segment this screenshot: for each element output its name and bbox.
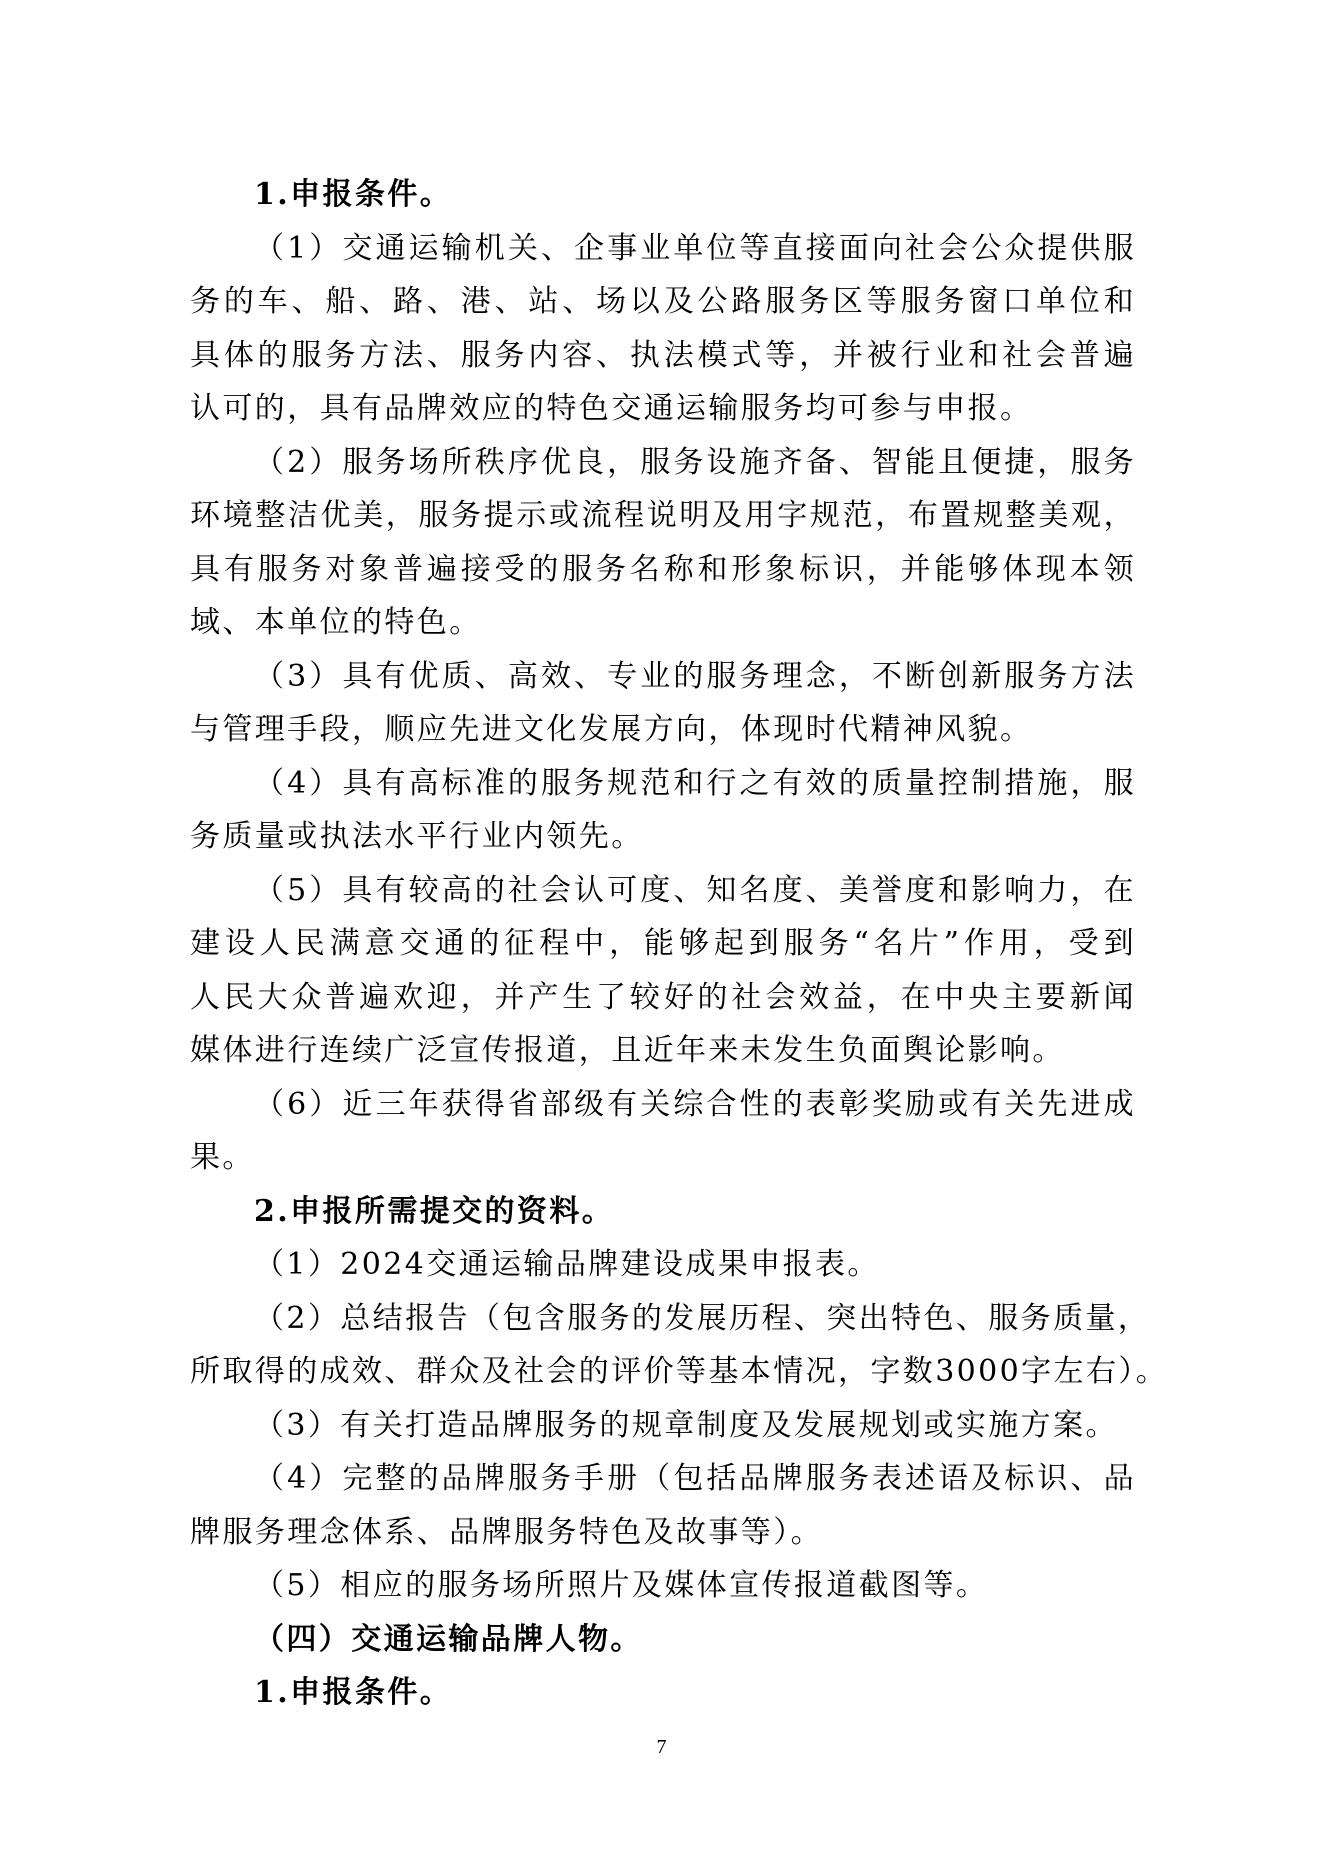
paragraph-line: （3）有关打造品牌服务的规章制度及发展规划或实施方案。 [254,1407,1118,1443]
paragraph-line: （6）近三年获得省部级有关综合性的表彰奖励或有关先进成 [254,1086,1136,1122]
paragraph-line: 所取得的成效、群众及社会的评价等基本情况，字数3000字左右）。 [190,1354,1169,1389]
paragraph-line: 与管理手段，顺应先进文化发展方向，体现时代精神风貌。 [190,712,1033,747]
paragraph-line: （4）完整的品牌服务手册（包括品牌服务表述语及标识、品 [254,1461,1136,1496]
paragraph-line: （3）具有优质、高效、专业的服务理念，不断创新服务方法 [254,658,1136,694]
paragraph-line: 具有服务对象普遍接受的服务名称和形象标识，并能够体现本领 [190,551,1136,587]
paragraph-line: 人民大众普遍欢迎，并产生了较好的社会效益，在中央主要新闻 [190,979,1136,1015]
paragraph-line: （5）具有较高的社会认可度、知名度、美誉度和影响力，在 [254,872,1136,908]
paragraph-line: 果。 [190,1140,255,1175]
paragraph-line: 域、本单位的特色。 [190,605,482,640]
document-body [190,168,1169,1720]
paragraph-line: 媒体进行连续广泛宣传报道，且近年来未发生负面舆论影响。 [190,1033,1065,1068]
section-heading: 1.申报条件。 [254,1675,453,1710]
paragraph-line: （2）服务场所秩序优良，服务设施齐备、智能且便捷，服务 [254,444,1136,480]
paragraph-line: （1）2024交通运输品牌建设成果申报表。 [254,1247,880,1282]
paragraph-line: （1）交通运输机关、企事业单位等直接面向社会公众提供服 [254,230,1136,266]
paragraph-line: 认可的，具有品牌效应的特色交通运输服务均可参与申报。 [190,391,1033,426]
paragraph-line: （5）相应的服务场所照片及媒体宣传报道截图等。 [254,1568,989,1603]
paragraph-line: 务质量或执法水平行业内领先。 [190,819,644,854]
paragraph-line: 环境整洁优美，服务提示或流程说明及用字规范，布置规整美观， [190,498,1136,533]
paragraph-line: 牌服务理念体系、品牌服务特色及故事等）。 [190,1514,823,1550]
section-heading: 2.申报所需提交的资料。 [254,1193,615,1229]
page-number: 7 [656,1736,667,1758]
section-heading: （四）交通运输品牌人物。 [254,1621,643,1657]
paragraph-line: 建设人民满意交通的征程中，能够起到服务“名片”作用，受到 [190,926,1136,961]
section-heading: 1.申报条件。 [254,177,453,212]
paragraph-line: （4）具有高标准的服务规范和行之有效的质量控制措施，服 [254,765,1136,801]
paragraph-line: 务的车、船、路、港、站、场以及公路服务区等服务窗口单位和 [190,284,1136,319]
paragraph-line: （2）总结报告（包含服务的发展历程、突出特色、服务质量， [254,1300,1151,1336]
paragraph-line: 具体的服务方法、服务内容、执法模式等，并被行业和社会普遍 [190,337,1136,373]
